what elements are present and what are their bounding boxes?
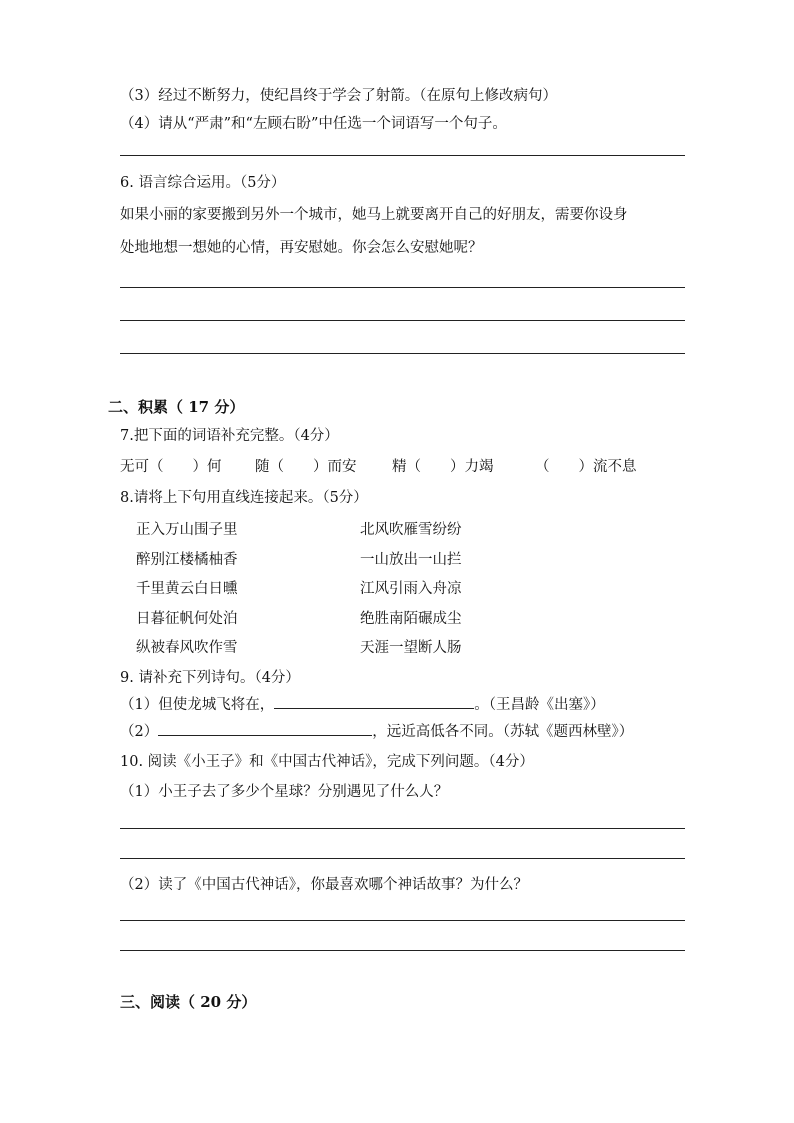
answer-line[interactable] [120, 950, 685, 951]
q7-word-2[interactable]: 随（ ）而安 [255, 459, 357, 475]
answer-line[interactable] [120, 155, 685, 156]
q8-left-line-5[interactable]: 纵被春风吹作雪 [136, 640, 238, 656]
q5-item3: （3）经过不断努力，使纪昌终于学会了射箭。（在原句上修改病句） [120, 88, 557, 104]
q8-left-line-2[interactable]: 醉别江楼橘柚香 [136, 552, 238, 568]
q6-text-line1: 如果小丽的家要搬到另外一个城市，她马上就要离开自己的好朋友，需要你设身 [120, 207, 628, 223]
q5-item4: （4）请从“严肃”和“左顾右盼”中任选一个词语写一个句子。 [120, 116, 507, 132]
q10-item2: （2）读了《中国古代神话》，你最喜欢哪个神话故事？为什么？ [120, 877, 528, 893]
answer-line[interactable] [120, 920, 685, 921]
q8-right-line-1[interactable]: 北风吹雁雪纷纷 [360, 522, 462, 538]
q7-word-1[interactable]: 无可（ ）何 [120, 459, 222, 475]
q7-word-3[interactable]: 精（ ）力竭 [392, 459, 494, 475]
q10-item1: （1）小王子去了多少个星球？分别遇见了什么人？ [120, 784, 449, 800]
q10-title: 10. 阅读《小王子》和《中国古代神话》，完成下列问题。（4分） [120, 754, 534, 770]
section-3-title: 三、阅读（ 20 分） [120, 993, 257, 1011]
q8-right-line-5[interactable]: 天涯一望断人肠 [360, 640, 462, 656]
q8-right-line-2[interactable]: 一山放出一山拦 [360, 552, 462, 568]
q9-item2 [120, 720, 633, 741]
answer-line[interactable] [120, 858, 685, 859]
section-2-title: 二、积累（ 17 分） [108, 398, 245, 416]
q8-right-line-3[interactable]: 江风引雨入舟凉 [360, 581, 462, 597]
q9-item1 [120, 693, 605, 714]
answer-line[interactable] [120, 287, 685, 288]
q9-item2-blank[interactable] [158, 721, 372, 736]
q8-left-line-3[interactable]: 千里黄云白日曛 [136, 581, 238, 597]
q8-right-line-4[interactable]: 绝胜南陌碾成尘 [360, 611, 462, 627]
q9-item2-suffix: ，远近高低各不同。（苏轼《题西林壁》） [372, 724, 634, 740]
q8-title: 8.请将上下句用直线连接起来。（5分） [120, 490, 368, 506]
q7-title: 7.把下面的词语补充完整。（4分） [120, 428, 339, 444]
q8-left-line-4[interactable]: 日暮征帆何处泊 [136, 611, 238, 627]
answer-line[interactable] [120, 353, 685, 354]
q9-title: 9. 请补充下列诗句。（4分） [120, 670, 300, 686]
answer-line[interactable] [120, 828, 685, 829]
q9-item1-suffix: 。（王昌龄《出塞》） [474, 697, 605, 713]
q9-item1-prefix: （1）但使龙城飞将在， [120, 697, 275, 713]
q9-item1-blank[interactable] [274, 694, 474, 709]
q7-word-4[interactable]: （ ）流不息 [535, 459, 637, 475]
q8-left-line-1[interactable]: 正入万山围子里 [136, 522, 238, 538]
q6-text-line2: 处地地想一想她的心情，再安慰她。你会怎么安慰她呢？ [120, 240, 483, 256]
q9-item2-prefix: （2） [120, 724, 159, 740]
answer-line[interactable] [120, 320, 685, 321]
q6-title: 6. 语言综合运用。（5分） [120, 175, 286, 191]
